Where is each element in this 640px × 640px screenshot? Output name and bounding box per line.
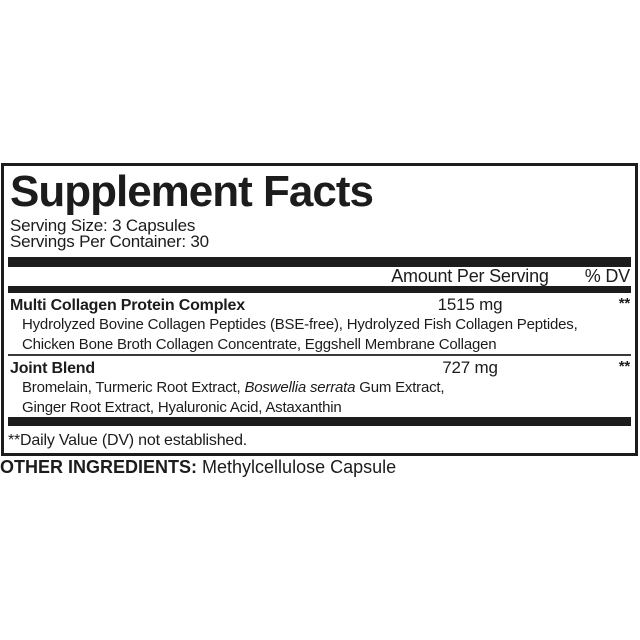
- ingredient-amount: 1515 mg: [437, 295, 503, 314]
- ingredient-name: Multi Collagen Protein Complex: [10, 297, 245, 314]
- sub-ingredients-line: Ginger Root Extract, Hyaluronic Acid, Astaxanthin: [22, 399, 342, 416]
- amount-per-serving-header: Amount Per Serving: [391, 266, 549, 286]
- ingredient-dv: **: [618, 358, 630, 375]
- sub-ingredients-line: [4, 377, 635, 397]
- supplement-facts-panel: [1, 163, 638, 456]
- percent-dv-header: % DV: [584, 266, 630, 286]
- ingredient-amount: 727 mg: [442, 358, 498, 377]
- sub-ingredients-text: Gum Extract,: [355, 379, 445, 396]
- sub-ingredients-text: Bromelain, Turmeric Root Extract,: [22, 379, 245, 396]
- sub-ingredients-line: Hydrolyzed Bovine Collagen Peptides (BSE-free), Hydrolyzed Fish Collagen Peptides,: [22, 316, 578, 333]
- other-ingredients-value: Methylcellulose Capsule: [202, 457, 397, 477]
- sub-ingredients-latin-name: Boswellia serrata: [244, 379, 356, 396]
- column-header-row: [4, 267, 635, 286]
- ingredient-name: Joint Blend: [10, 360, 95, 377]
- sub-ingredients-line: Chicken Bone Broth Collagen Concentrate, Eggshell Membrane Collagen: [22, 336, 497, 353]
- ingredient-row-multi-collagen: [4, 293, 635, 314]
- divider-bar-bottom: [8, 417, 631, 426]
- other-ingredients-line: [0, 457, 640, 477]
- daily-value-footnote: **Daily Value (DV) not established.: [8, 432, 248, 449]
- servings-per-container: Servings Per Container: 30: [10, 231, 209, 251]
- ingredient-row-joint-blend: [4, 356, 635, 377]
- divider-bar-header: [8, 286, 631, 293]
- other-ingredients-label: OTHER INGREDIENTS:: [0, 457, 198, 477]
- panel-title: Supplement Facts: [10, 167, 373, 216]
- ingredient-dv: **: [618, 295, 630, 312]
- serving-size: Serving Size: 3 Capsules: [10, 216, 196, 235]
